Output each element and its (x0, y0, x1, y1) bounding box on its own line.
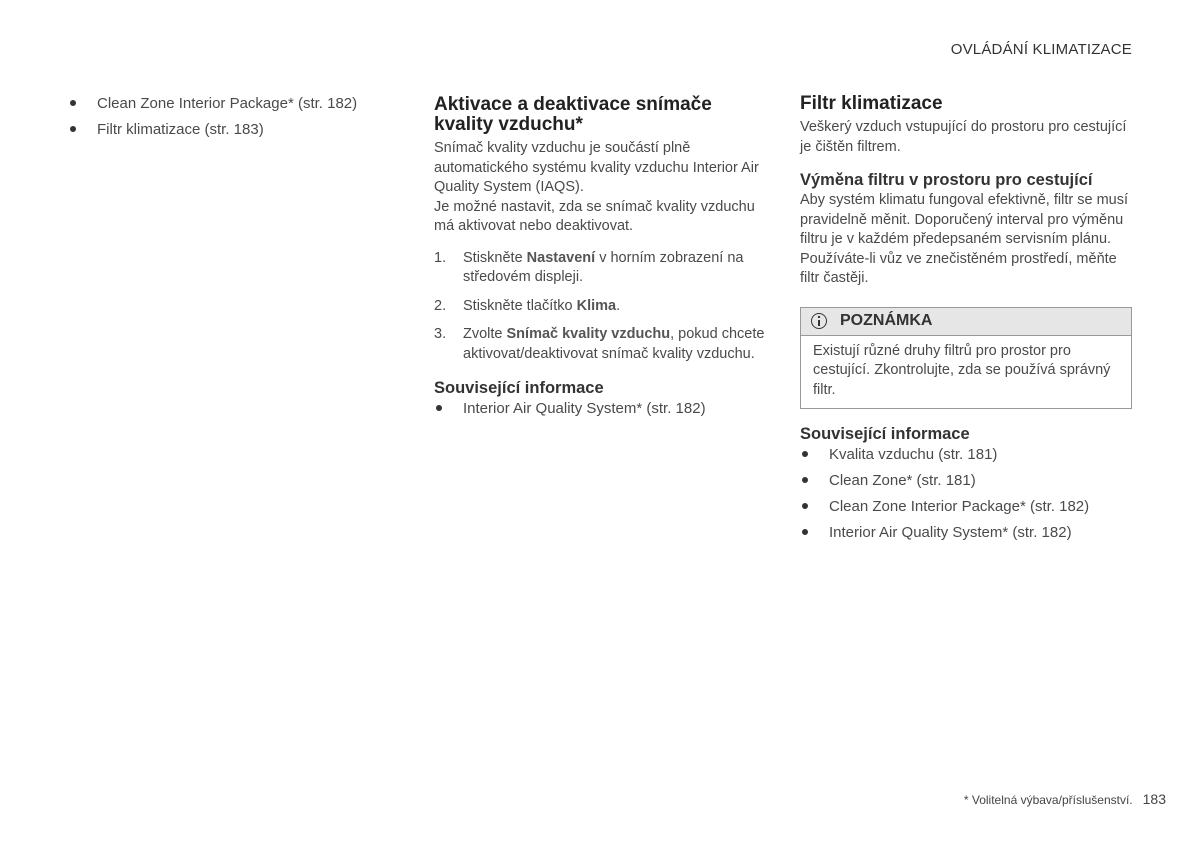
related-info-heading: Související informace (800, 425, 970, 443)
paragraph: Aby systém klimatu fungoval efektivně, filtr se musí pravidelně měnit. Doporučený interval pro výměnu filtru je v každém předepsaném servisním plánu. Používáte-li vůz ve znečistěném prostředí, měňte filtr častěji. (800, 192, 1128, 286)
step-text: v horním zobrazení na středovém displeji. (463, 249, 744, 285)
section-heading: Aktivace a deaktivace snímače kvality vzduchu* (434, 94, 712, 135)
related-link[interactable]: Interior Air Quality System* (str. 182) (800, 523, 1135, 542)
step-item (434, 297, 769, 317)
step-menu-term: Klima (576, 297, 617, 314)
column-middle (434, 94, 769, 425)
section-heading: Filtr klimatizace (800, 93, 943, 114)
related-link[interactable]: Clean Zone Interior Package* (str. 182) (68, 94, 388, 113)
column-left (68, 94, 388, 146)
paragraph: Veškerý vzduch vstupující do prostoru pro cestující je čištěn filtrem. (800, 119, 1127, 155)
related-link[interactable]: Kvalita vzduchu (str. 181) (800, 445, 1135, 464)
related-links-list (68, 94, 388, 139)
note-header (801, 308, 1131, 336)
step-text: , pokud chcete aktivovat/deaktivovat snímač kvality vzduchu. (463, 326, 765, 362)
paragraph: Snímač kvality vzduchu je součástí plně automatického systému kvality vzduchu Interior Air Quality System (IAQS). (434, 140, 759, 195)
step-text: Stiskněte tlačítko (463, 297, 577, 314)
related-links-list (434, 399, 769, 418)
info-icon (811, 313, 827, 329)
footnote: * Volitelná výbava/příslušenství. (963, 793, 1133, 807)
step-item (434, 249, 769, 288)
steps-list (434, 249, 769, 365)
column-right (800, 94, 1135, 549)
step-menu-term: Snímač kvality vzduchu (506, 326, 671, 342)
note-title: POZNÁMKA (840, 312, 933, 329)
related-link[interactable]: Clean Zone Interior Package* (str. 182) (800, 497, 1135, 516)
page-number: 183 (1142, 791, 1166, 807)
step-number: 3. (434, 326, 447, 342)
paragraph: Je možné nastavit, zda se snímač kvality vzduchu má aktivovat nebo deaktivovat. (434, 198, 755, 234)
step-item (434, 325, 769, 364)
note-box (800, 307, 1132, 410)
note-body: Existují různé druhy filtrů pro prostor pro cestující. Zkontrolujte, zda se používá správný filtr. (813, 342, 1111, 398)
related-link[interactable]: Interior Air Quality System* (str. 182) (434, 399, 769, 418)
subheading: Výměna filtru v prostoru pro cestující (800, 171, 1093, 189)
related-info-heading: Související informace (434, 379, 604, 397)
step-number: 2. (434, 297, 447, 314)
step-menu-term: Nastavení (526, 249, 596, 266)
step-number: 1. (434, 249, 447, 266)
step-text: . (616, 297, 621, 314)
step-text: Stiskněte (463, 249, 527, 266)
section-title: OVLÁDÁNÍ KLIMATIZACE (950, 41, 1132, 58)
page-footer (964, 791, 1166, 807)
step-text: Zvolte (463, 326, 507, 342)
related-link[interactable]: Filtr klimatizace (str. 183) (68, 120, 388, 139)
related-links-list (800, 445, 1135, 542)
related-link[interactable]: Clean Zone* (str. 181) (800, 471, 1135, 490)
